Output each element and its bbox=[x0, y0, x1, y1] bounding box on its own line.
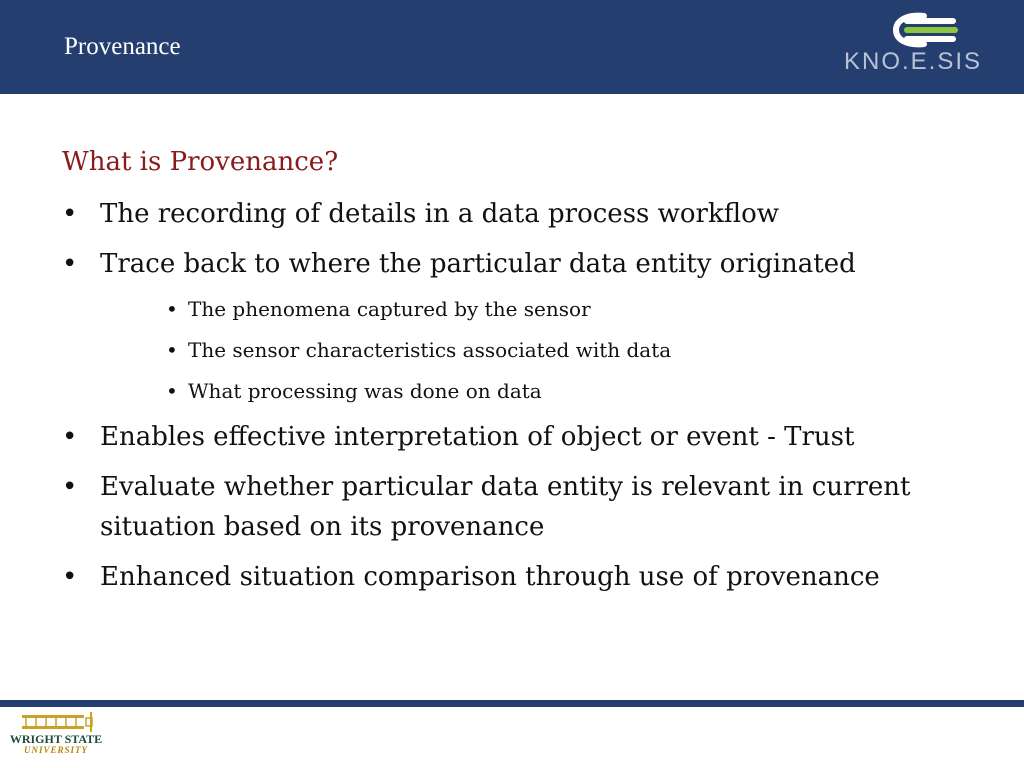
wright-state-university-logo bbox=[6, 712, 106, 762]
logo-wordmark: KNO.E.SIS bbox=[844, 48, 983, 75]
subbullet-item bbox=[166, 294, 982, 324]
bullet-dot-icon: • bbox=[62, 249, 78, 279]
subbullet-item bbox=[166, 376, 982, 406]
slide-content bbox=[62, 142, 982, 607]
bullet-text: Trace back to where the particular data entity originated bbox=[100, 249, 856, 279]
subbullet-dot-icon: • bbox=[166, 338, 178, 362]
subbullet-text: What processing was done on data bbox=[188, 379, 542, 403]
university-name-line1: WRIGHT STATE bbox=[9, 732, 103, 746]
subbullet-dot-icon: • bbox=[166, 379, 178, 403]
kno-e-sis-logo bbox=[838, 10, 1004, 80]
kno-e-sis-emblem-icon bbox=[838, 10, 1004, 50]
bullet-dot-icon: • bbox=[62, 472, 78, 502]
bullet-item bbox=[62, 194, 982, 234]
subbullet-dot-icon: • bbox=[166, 297, 178, 321]
bullet-text: Enhanced situation comparison through use of provenance bbox=[100, 562, 880, 592]
bullet-dot-icon: • bbox=[62, 422, 78, 452]
bullet-text: Enables effective interpretation of object or event - Trust bbox=[100, 422, 855, 452]
question-heading: What is Provenance? bbox=[62, 147, 339, 177]
bullet-item bbox=[62, 417, 982, 457]
university-name-line2: UNIVERSITY bbox=[23, 745, 88, 755]
slide-header-title: Provenance bbox=[64, 33, 181, 60]
bullet-item bbox=[62, 244, 982, 284]
bullet-item bbox=[62, 557, 982, 597]
footer-divider bbox=[0, 700, 1024, 707]
bullet-dot-icon: • bbox=[62, 562, 78, 592]
wright-flyer-icon bbox=[6, 712, 106, 734]
header-bar bbox=[0, 0, 1024, 94]
bullet-item bbox=[62, 467, 982, 547]
subbullet-text: The sensor characteristics associated with data bbox=[188, 338, 672, 362]
bullet-dot-icon: • bbox=[62, 199, 78, 229]
bullet-text: Evaluate whether particular data entity is relevant in current situation based on its provenance bbox=[100, 472, 911, 542]
subbullet-item bbox=[166, 335, 982, 365]
bullet-text: The recording of details in a data process workflow bbox=[100, 199, 779, 229]
subbullet-text: The phenomena captured by the sensor bbox=[188, 297, 591, 321]
